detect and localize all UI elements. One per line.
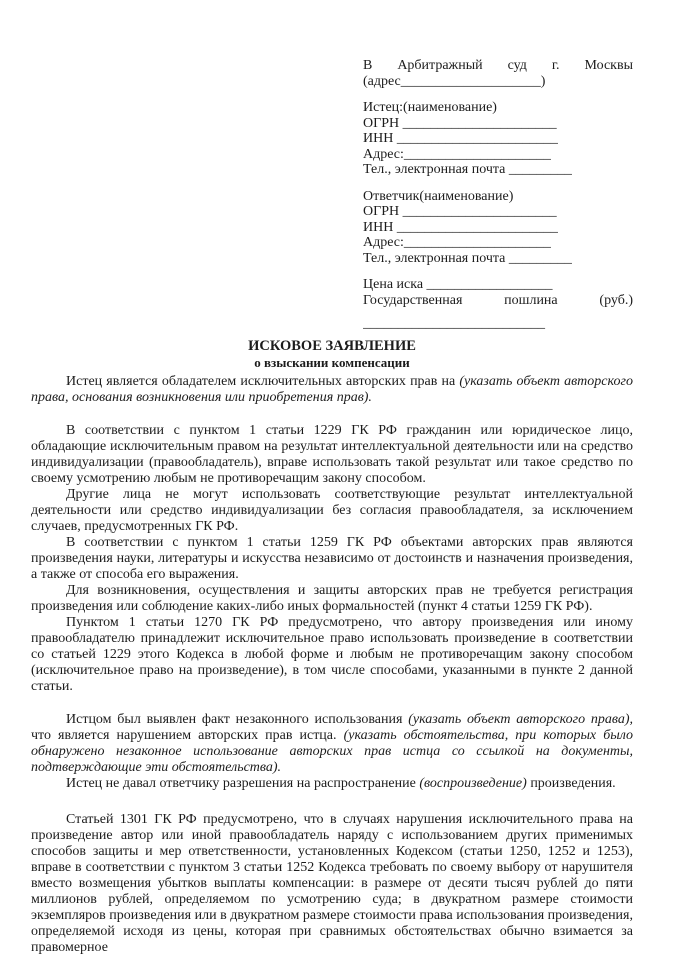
- paragraph-article-1301: [31, 812, 633, 956]
- paragraph-other-persons: [31, 487, 633, 535]
- paragraph-violation-found: [31, 712, 633, 776]
- text-run: В соответствии с пунктом 1 статьи 1259 ГК РФ объектами авторских прав являются произведения науки, литературы и искусства независимо от достоинств и назначения произведения, а также от способа его выражения.: [31, 534, 633, 582]
- claim-value-block: [363, 277, 633, 332]
- placeholder-instruction-italic: (указать обстоятельства, при которых было обнаружено незаконное использование авторских прав истца со ссылкой на документы, подтверждающие эти обстоятельства).: [31, 727, 633, 775]
- defendant-contact-line: Тел., электронная почта _________: [363, 250, 572, 266]
- document-subtitle: о взыскании компенсации: [254, 354, 410, 370]
- text-run: Истец является обладателем исключительных авторских прав на: [66, 373, 460, 389]
- state-duty-line: Государственная пошлина (руб.): [363, 292, 633, 308]
- text-run: В соответствии с пунктом 1 статьи 1229 ГК РФ гражданин или юридическое лицо, обладающие исключительным правом на результат интеллектуальной деятельности или на средство индивидуализации (правообладатель), вправе использовать такой результат или такое средство по своему усмотрению любым не противоречащим закону способом.: [31, 422, 633, 486]
- paragraph-no-registration: [31, 583, 633, 615]
- plaintiff-block: [363, 100, 633, 178]
- text-run: Истец не давал ответчику разрешения на распространение: [66, 775, 420, 791]
- plaintiff-contact-line: Тел., электронная почта _________: [363, 162, 572, 177]
- document-title: ИСКОВОЕ ЗАЯВЛЕНИЕ: [248, 337, 416, 354]
- text-run: Истцом был выявлен факт незаконного использования: [66, 711, 409, 727]
- text-run: Пунктом 1 статьи 1270 ГК РФ предусмотрено, что автору произведения или иному правообладателю принадлежит исключительное право использовать произведение в соответствии со статьей 1229 этого Кодекса в любой форме и любым не противоречащим закону способом (исключительное право на произведение), в том числе способами, указанными в пункте 2 данной статьи.: [31, 614, 633, 694]
- placeholder-instruction-italic: (указать объект авторского права, основания возникновения или приобретения прав).: [31, 373, 633, 405]
- court-name-line: В Арбитражный суд г. Москвы: [363, 58, 633, 73]
- plaintiff-address-line: Адрес:_____________________: [363, 146, 551, 162]
- text-run: Другие лица не могут использовать соответствующие результат интеллектуальной деятельности или средство индивидуализации без согласия правообладателя, за исключением случаев, предусмотренных ГК РФ.: [31, 486, 633, 534]
- duty-amount-blank-line: __________________________: [363, 316, 545, 331]
- defendant-ogrn-line: ОГРН ______________________: [363, 204, 557, 219]
- defendant-block: [363, 189, 633, 267]
- claim-price-line: Цена иска __________________: [363, 277, 553, 292]
- court-address-line: (адрес____________________): [363, 73, 546, 89]
- plaintiff-caption: Истец:(наименование): [363, 100, 497, 115]
- defendant-caption: Ответчик(наименование): [363, 188, 514, 204]
- text-run: Статьей 1301 ГК РФ предусмотрено, что в случаях нарушения исключительного права на произведение автор или иной правообладатель наряду с использованием других применимых способов защиты и мер ответственности, установленных Кодексом (статьи 1250, 1252 и 1253), вправе в соответствии с пунктом 3 статьи 1252 Кодекса требовать по своему выбору от нарушителя вместо возмещения убытков выплаты компенсации: в размере от десяти тысяч рублей до пяти миллионов рублей, определяемом по усмотрению суда; в двукратном размере стоимости экземпляров произведения или в двукратном размере стоимости права использования произведения, определяемой исходя из цены, которая при сравнимых обстоятельствах обычно взимается за правомерное: [31, 811, 633, 955]
- court-block: [363, 58, 633, 89]
- paragraph-rights-holder: [31, 374, 633, 406]
- requisites-block: [363, 58, 633, 332]
- defendant-address-line: Адрес:_____________________: [363, 235, 551, 250]
- defendant-inn-line: ИНН _______________________: [363, 219, 558, 235]
- document-body: [31, 374, 633, 956]
- plaintiff-ogrn-line: ОГРН ______________________: [363, 115, 557, 131]
- placeholder-instruction-italic: (указать объект авторского права),: [408, 711, 633, 727]
- text-run: Для возникновения, осуществления и защиты авторских прав не требуется регистрация произведения или соблюдение каких-либо иных формальностей (пункт 4 статьи 1259 ГК РФ).: [31, 582, 633, 614]
- text-run: произведения.: [526, 775, 616, 791]
- placeholder-instruction-italic: (воспроизведение): [419, 775, 527, 791]
- paragraph-article-1259: [31, 535, 633, 583]
- plaintiff-inn-line: ИНН _______________________: [363, 131, 558, 146]
- paragraph-article-1270: [31, 615, 633, 695]
- text-run: что является нарушением авторских прав истца.: [31, 727, 344, 743]
- paragraph-article-1229: [31, 423, 633, 487]
- paragraph-no-permission: [31, 776, 633, 792]
